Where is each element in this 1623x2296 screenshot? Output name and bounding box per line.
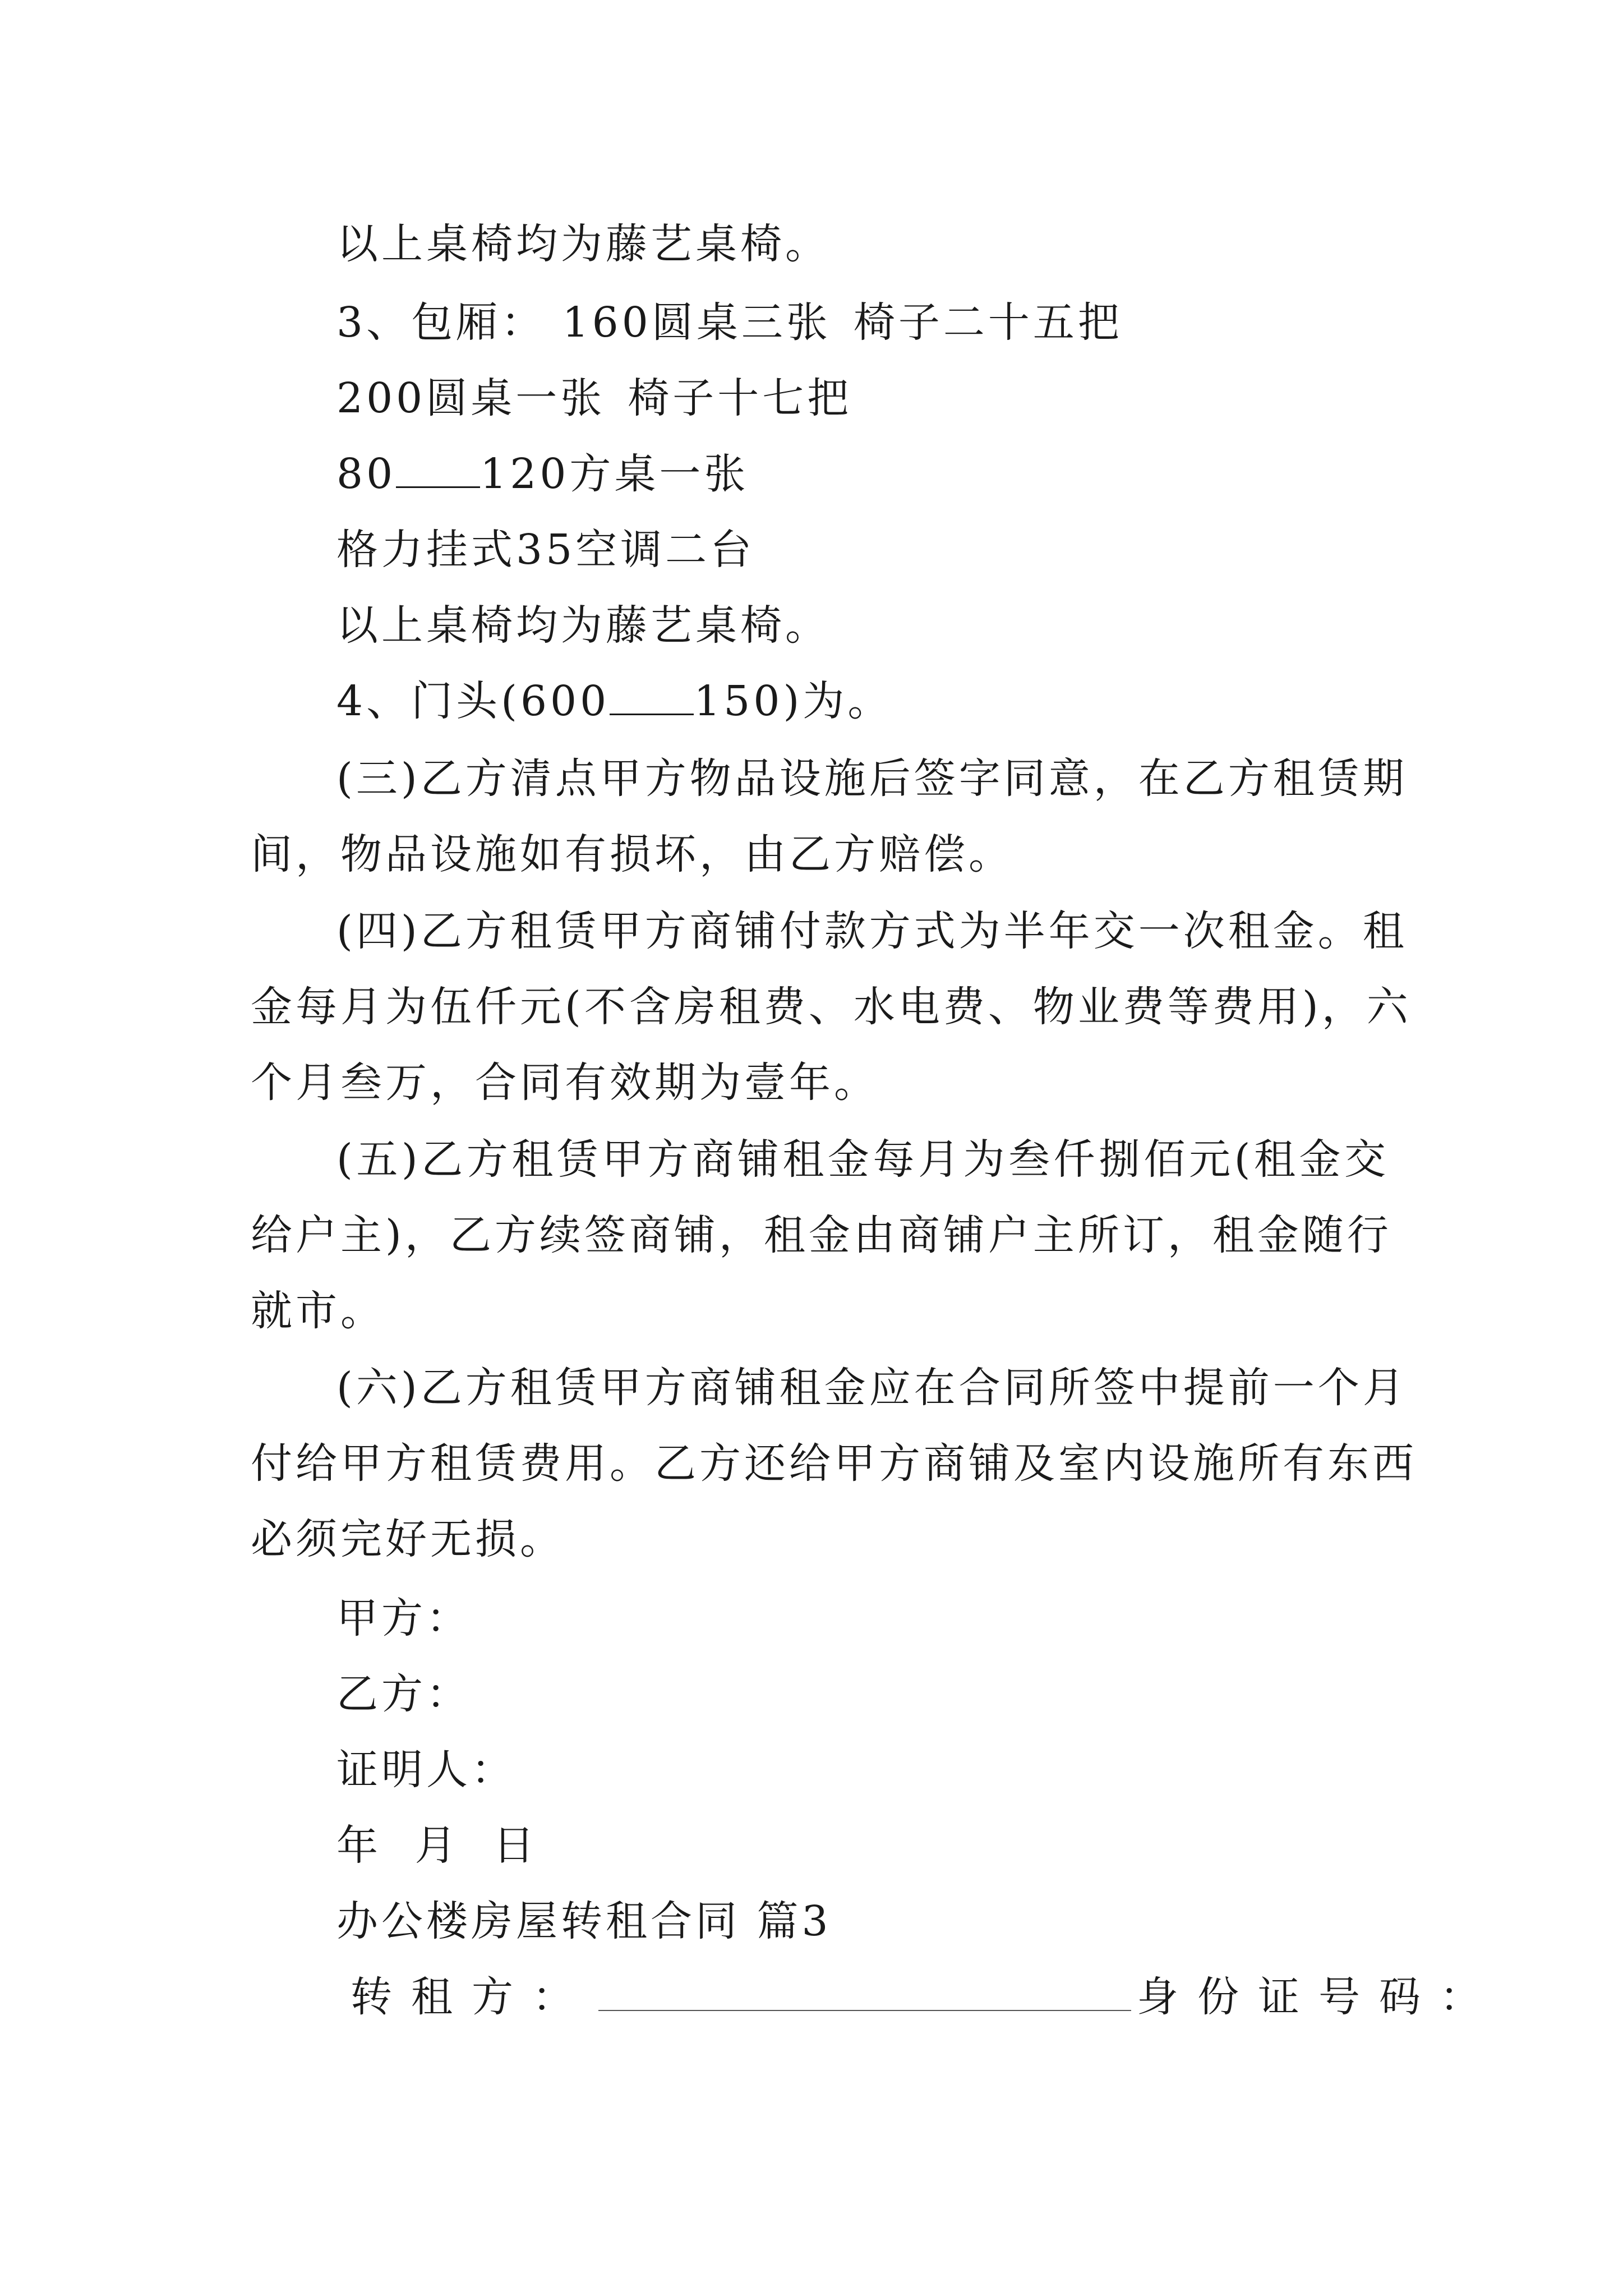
paragraph-line: 必须完好无损。 bbox=[251, 1515, 565, 1563]
paragraph-line: 付给甲方租赁费用。乙方还给甲方商铺及室内设施所有东西 bbox=[251, 1439, 1417, 1488]
text-line bbox=[336, 295, 1389, 351]
signature-witness: 证明人： bbox=[336, 1746, 516, 1794]
blank-underline bbox=[396, 481, 480, 488]
paragraph-line: (五)乙方租赁甲方商铺租金每月为叁仟捌佰元(租金交 bbox=[336, 1135, 1389, 1184]
paragraph-line: 就市。 bbox=[251, 1287, 385, 1335]
sublessor-line bbox=[351, 1969, 1500, 2025]
text-segment: 120方桌一张 bbox=[480, 450, 749, 498]
text-segment: 150)为。 bbox=[694, 677, 893, 725]
text-line bbox=[336, 370, 1389, 426]
paragraph-line: 金每月为伍仟元(不含房租费、水电费、物业费等费用)，六 bbox=[251, 983, 1412, 1031]
text-line bbox=[336, 673, 1389, 729]
paragraph-line: (三)乙方清点甲方物品设施后签字同意，在乙方租赁期 bbox=[336, 754, 1408, 803]
text-segment: 椅子十七把 bbox=[628, 374, 852, 422]
text-segment: 4、门头(600 bbox=[336, 677, 610, 725]
text-segment: 200圆桌一张 bbox=[336, 374, 606, 422]
paragraph-line: (四)乙方租赁甲方商铺付款方式为半年交一次租金。租 bbox=[336, 907, 1408, 955]
paragraph-line: 给户主)，乙方续签商铺，租金由商铺户主所订，租金随行 bbox=[251, 1211, 1392, 1259]
text-line: 以上桌椅均为藤艺桌椅。 bbox=[336, 220, 830, 268]
text-line: 以上桌椅均为藤艺桌椅。 bbox=[336, 601, 830, 650]
text-segment: 3、包厢： 160圆桌三张 bbox=[336, 298, 831, 347]
paragraph-line: 个月叁万，合同有效期为壹年。 bbox=[251, 1059, 879, 1107]
text-line: 格力挂式35空调二台 bbox=[336, 526, 755, 574]
id-number-label: 身份证号码： bbox=[1137, 1973, 1500, 2021]
section-heading: 办公楼房屋转租合同 篇3 bbox=[336, 1897, 832, 1945]
sublessor-label: 转租方： bbox=[351, 1973, 593, 2021]
text-segment: 椅子二十五把 bbox=[853, 298, 1123, 347]
text-segment: 80 bbox=[336, 450, 396, 498]
text-line bbox=[336, 446, 1389, 502]
signature-party-a: 甲方： bbox=[336, 1594, 471, 1642]
signature-party-b: 乙方： bbox=[336, 1670, 471, 1718]
paragraph-line: 间，物品设施如有损坏，由乙方赔偿。 bbox=[251, 830, 1013, 878]
signature-date: 年 月 日 bbox=[336, 1821, 538, 1870]
paragraph-line: (六)乙方租赁甲方商铺租金应在合同所签中提前一个月 bbox=[336, 1364, 1408, 1412]
sublessor-name-blank bbox=[598, 2004, 1131, 2011]
blank-underline bbox=[610, 708, 694, 715]
